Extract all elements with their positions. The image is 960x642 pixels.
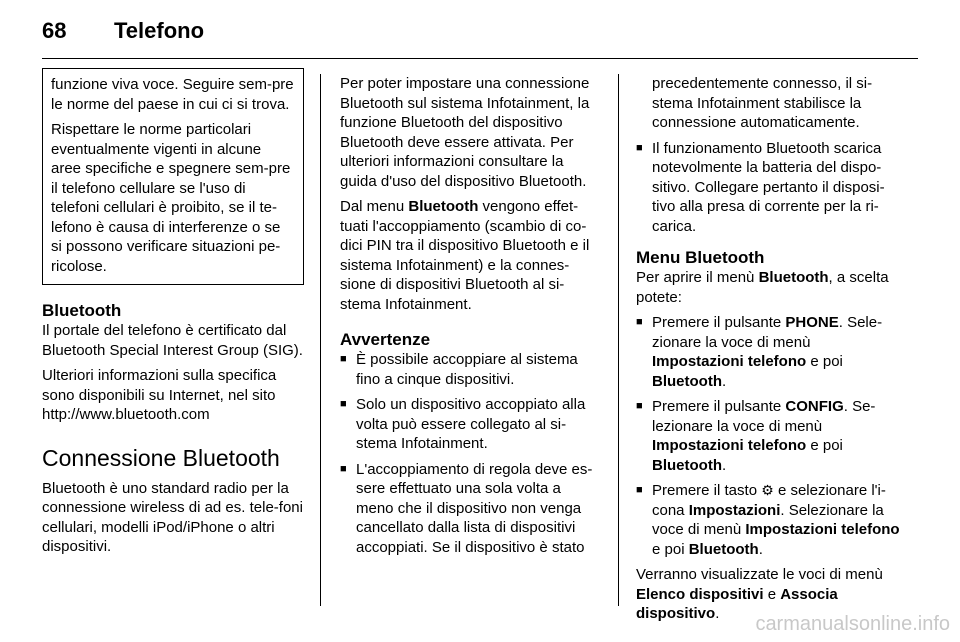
text-run: . Se-lezionare la voce di menù xyxy=(652,398,876,435)
text-run: . xyxy=(721,372,727,390)
notice-box xyxy=(42,68,304,285)
bold-term: Impostazioni telefono xyxy=(745,521,900,538)
bluetooth-menu-heading: Menu Bluetooth xyxy=(636,248,765,267)
text-run: . xyxy=(715,605,720,622)
bluetooth-heading: Bluetooth xyxy=(42,301,122,320)
bold-term: Associa dispositivo xyxy=(636,585,838,622)
setup-paragraph: Per poter impostare una connessione Bluetooth sul sistema Infotainment, la funzione Bluetooth del dispositivo Bluetooth deve essere attivata. Per ulteriori informazioni consultare la guida d'uso del dispositivo Bluetooth. xyxy=(340,75,590,190)
bluetooth-paragraph-1: Il portale del telefono è certificato dal Bluetooth Special Interest Group (SIG). xyxy=(42,322,303,359)
bold-term: Bluetooth xyxy=(652,372,722,390)
bold-term: Bluetooth xyxy=(758,269,829,286)
text-run: . xyxy=(721,456,727,474)
notice-paragraph-2: Rispettare le norme particolari eventualmente vigenti in alcune aree specifiche e spegnere sem-pre il telefono cellulare se l'uso di telefoni cellulari è proibito, se il te-lefono è causa di interferenze o se si possono verificare situazioni pe-ricolose. xyxy=(51,121,291,275)
bold-term: Bluetooth xyxy=(688,540,759,558)
menu-paragraph xyxy=(340,197,602,314)
text-run: Dal menu xyxy=(340,198,409,215)
text-run: e poi xyxy=(652,540,689,558)
bold-term: CONFIG xyxy=(785,398,844,415)
column-2 xyxy=(340,74,602,563)
column-1 xyxy=(42,74,304,563)
bold-term: PHONE xyxy=(785,314,839,331)
notice-paragraph-1: funzione viva voce. Seguire sem-pre le norme del paese in cui ci si trova. xyxy=(51,76,294,113)
watermark: carmanualsonline.info xyxy=(755,613,950,635)
text-run: e selezionare l'i-cona xyxy=(652,482,886,519)
text-run: , a scelta potete: xyxy=(636,269,889,306)
bold-term: Impostazioni telefono xyxy=(652,353,807,370)
text-run: Verranno visualizzate le voci di menù xyxy=(636,566,883,583)
menu-intro xyxy=(636,268,906,307)
text-run: Premere il pulsante xyxy=(652,314,786,331)
bold-term: Bluetooth xyxy=(652,456,722,474)
bold-term: Impostazioni telefono xyxy=(652,437,807,454)
list-item: ■ L'accoppiamento di regola deve es-sere effettuato una sola volta a meno che il dispositivo non venga cancellato dalla lista di dispositivi accoppiati. Se il dispositivo è stato xyxy=(340,460,602,558)
list-item: ■ Solo un dispositivo accoppiato alla volta può essere collegato al si-stema Infotainment. xyxy=(340,395,602,454)
text-run: . xyxy=(758,540,763,558)
warnings-heading: Avvertenze xyxy=(340,330,431,349)
bold-term: Elenco dispositivi xyxy=(636,585,764,603)
battery-list xyxy=(636,139,906,237)
text-run: . Selezionare la voce di menù xyxy=(652,501,884,538)
header-rule xyxy=(42,58,918,59)
list-item: ■ È possibile accoppiare al sistema fino a cinque dispositivi. xyxy=(340,350,602,389)
list-item xyxy=(636,397,906,475)
page-number: 68 xyxy=(42,18,67,43)
column-3 xyxy=(636,74,906,630)
bold-term: Impostazioni xyxy=(688,501,781,519)
list-item xyxy=(636,313,906,391)
list-item: ■ Il funzionamento Bluetooth scarica notevolmente la batteria del dispo-sitivo. Collegare pertanto il disposi-tivo alla presa di corrente per la ri-carica. xyxy=(636,139,906,237)
bluetooth-menu-term: Bluetooth xyxy=(408,198,479,215)
connection-heading: Connessione Bluetooth xyxy=(42,444,280,471)
warnings-list xyxy=(340,350,602,557)
bluetooth-paragraph-2: Ulteriori informazioni sulla specifica sono disponibili su Internet, nel sito http://www.bluetooth.com xyxy=(42,367,277,423)
text-run: Per aprire il menù xyxy=(636,269,759,286)
text-run: . Sele-zionare la voce di menù xyxy=(652,314,883,351)
page-header xyxy=(42,18,204,44)
text-run: e poi xyxy=(806,437,843,454)
settings-gear-icon: ⚙ xyxy=(761,482,774,498)
page-title: Telefono xyxy=(114,18,205,43)
continued-text: precedentemente connesso, il si-stema Infotainment stabilisce la connessione automaticamente. xyxy=(652,75,873,131)
text-run: Premere il tasto xyxy=(652,482,762,499)
connection-paragraph: Bluetooth è uno standard radio per la connessione wireless di ad es. tele-foni cellulari, modelli iPod/iPhone o altri dispositivi. xyxy=(42,479,303,555)
list-item xyxy=(636,481,906,559)
text-run: e xyxy=(763,585,781,603)
text-run: e poi xyxy=(806,353,843,370)
text-run: vengono effet-tuati l'accoppiamento (scambio di co-dici PIN tra il dispositivo Bluetooth e il sistema Infotainment) e la connes-sione di dispositivi Bluetooth al si-stema Infotainment. xyxy=(340,198,590,313)
column-divider-1 xyxy=(320,74,321,606)
menu-options-list xyxy=(636,313,906,559)
column-divider-2 xyxy=(618,74,619,606)
text-run: Premere il pulsante xyxy=(652,398,786,415)
